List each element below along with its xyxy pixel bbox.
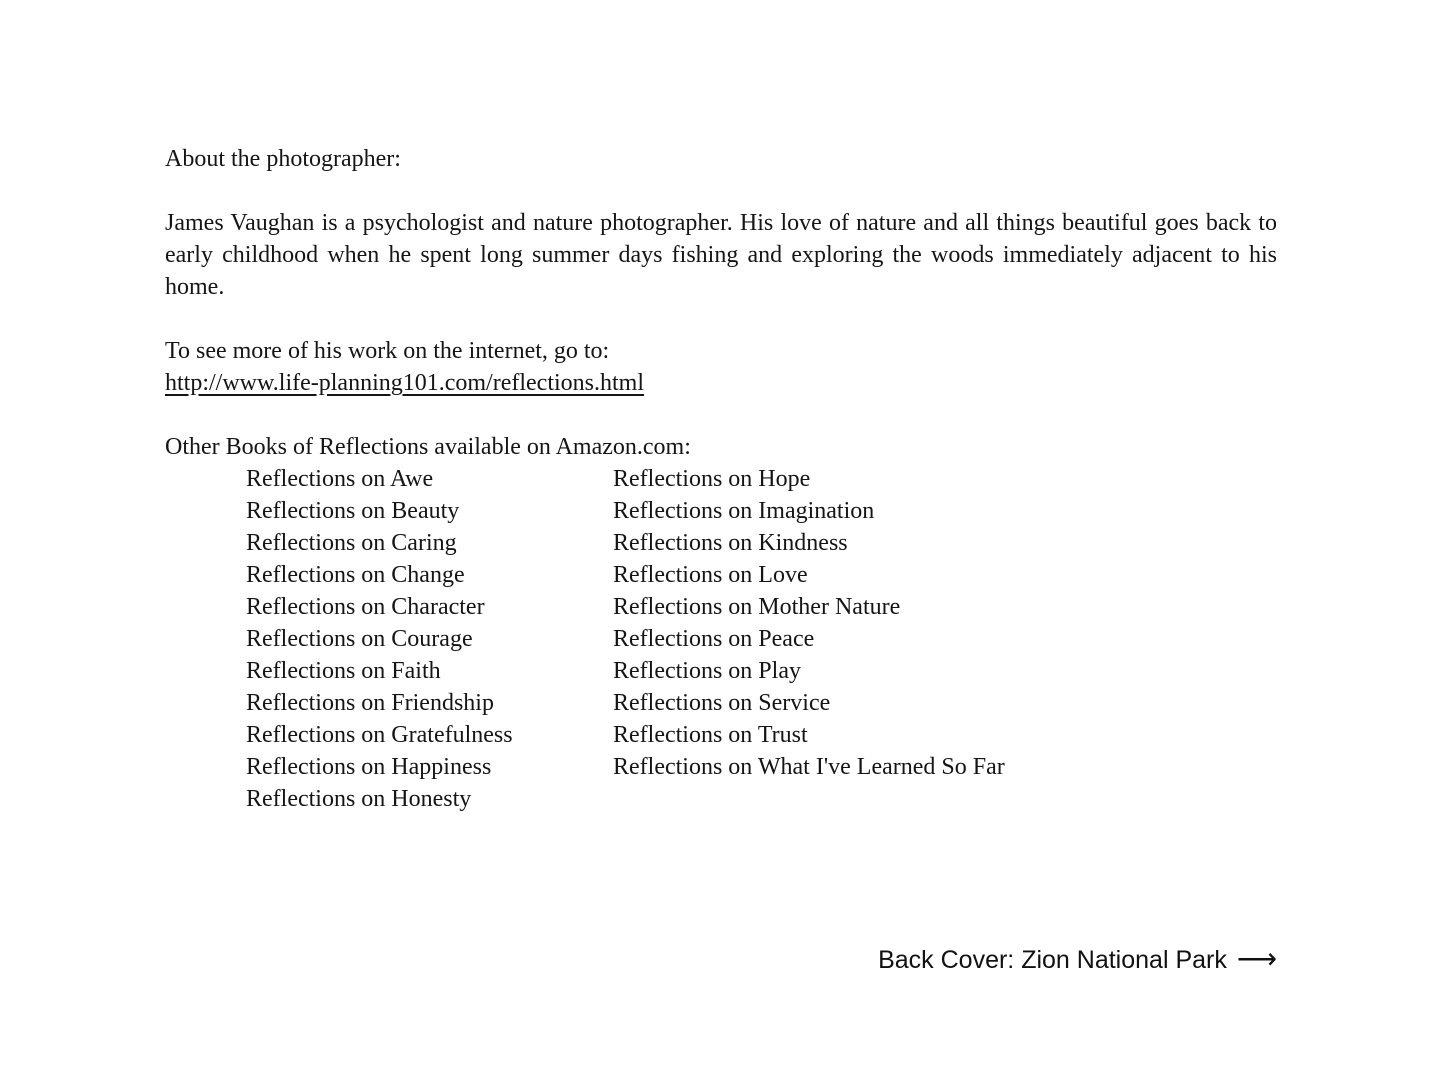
book-title: Reflections on Change [246, 562, 465, 588]
photographer-bio-paragraph: James Vaughan is a psychologist and nature photographer. His love of nature and all things beautiful goes back to early childhood when he spent long summer days fishing and exploring the woods immediately adjacent to his home. [165, 210, 1277, 300]
book-title: Reflections on Character [246, 594, 485, 620]
book-title: Reflections on Peace [613, 626, 815, 652]
book-title: Reflections on Service [613, 690, 831, 716]
website-intro-line: To see more of his work on the internet, go to: [165, 338, 610, 364]
books-column-left [246, 463, 613, 815]
book-title: Reflections on Faith [246, 658, 441, 684]
right-arrow-icon: ⟶ [1236, 943, 1277, 974]
back-cover-caption [165, 941, 1277, 978]
book-title: Reflections on Honesty [246, 786, 472, 812]
book-title: Reflections on Caring [246, 530, 457, 556]
book-title: Reflections on Mother Nature [613, 594, 901, 620]
blank-line [165, 175, 1277, 207]
book-title: Reflections on Happiness [246, 754, 492, 780]
books-column-right [613, 463, 1277, 815]
book-title: Reflections on What I've Learned So Far [613, 754, 1005, 780]
page-content [165, 143, 1277, 815]
book-title: Reflections on Kindness [613, 530, 848, 556]
website-url-link[interactable]: http://www.life-planning101.com/reflections.html [165, 370, 645, 396]
book-title: Reflections on Hope [613, 466, 811, 492]
book-title: Reflections on Trust [613, 722, 808, 748]
blank-line [165, 399, 1277, 431]
book-title: Reflections on Love [613, 562, 808, 588]
other-books-heading: Other Books of Reflections available on Amazon.com: [165, 434, 691, 460]
about-photographer-heading: About the photographer: [165, 146, 401, 172]
book-title: Reflections on Play [613, 658, 801, 684]
website-url-line [165, 367, 1277, 399]
back-cover-caption-text: Back Cover: Zion National Park [878, 946, 1227, 974]
book-title: Reflections on Gratefulness [246, 722, 513, 748]
book-title: Reflections on Imagination [613, 498, 875, 524]
book-title: Reflections on Beauty [246, 498, 460, 524]
books-list [246, 463, 1277, 815]
book-title: Reflections on Awe [246, 466, 434, 492]
book-title: Reflections on Friendship [246, 690, 494, 716]
blank-line [165, 303, 1277, 335]
book-title: Reflections on Courage [246, 626, 473, 652]
